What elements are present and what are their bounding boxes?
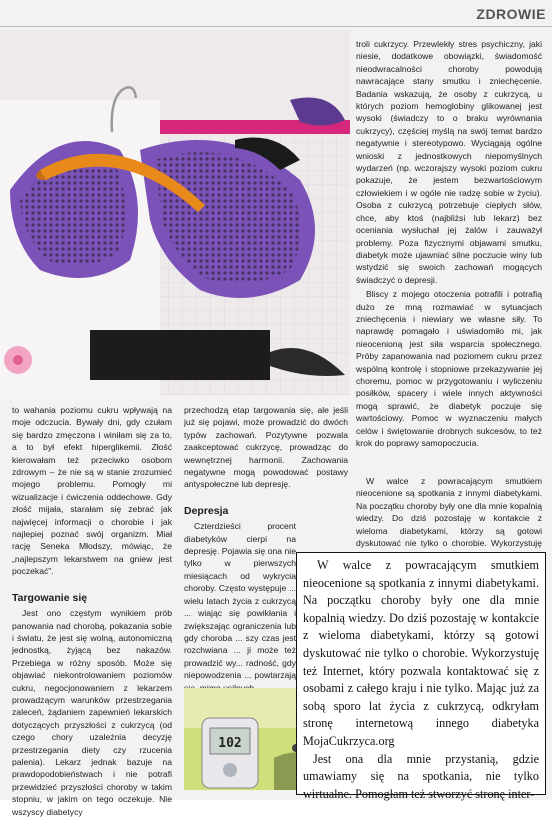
paragraph: W walce z powracającym smutkiem nieocenione są spotkania z innymi diabetykami. Na początku choroby były one dla mnie kopalnią wiedzy. Do dziś pozostaję w kontakcie z wieloma diabetykami, którzy są gotowi dyskutować nie tylko o chorobie. Wykorzystuję: [356, 476, 542, 549]
right-bottom-column: [356, 475, 542, 562]
section-heading: Depresja: [184, 504, 229, 517]
header-divider: [0, 26, 552, 27]
paragraph: Bliscy z mojego otoczenia potrafili i potrafią dużo ze mną rozmawiać w sytuacjach zniechęcenia i niewiary we własne siły. To naprawdę pomagało i uświadomiło mi, jak nieocenioną jest siła wsparcia społecznego. Próby zapanowania nad poziomem cukru przez wspólną kontrolę i stopniowe przekazywanie jej choremu, pomoc w przygotowaniu i wyliczeniu posiłków, spacery i wiele innych aktywności mogą sprawić, że diabetyk poczuje się wartościowy. Pomoc w wyznaczeniu małych celów i świętowanie drobnych sukcesów, to też krok do poprawy samopoczucia.: [356, 289, 542, 448]
illustration-graphic: [0, 30, 350, 395]
hanger-wings-illustration: [0, 30, 350, 395]
section-heading: Targowanie się: [12, 591, 88, 604]
zoom-paragraph: W walce z powracającym smutkiem nieocenione są spotkania z innymi diabetykami. Na początku choroby były one dla mnie kopalnią wiedzy. Do dziś pozostaję w kontakcie z wieloma diabetykami, którzy są gotowi dyskutować nie tylko o chorobie. Wykorzystuję też Internet, który pozwala kontaktować się z osobami z całego kraju i nie tylko. Mając już za sobą sporo lat życia z cukrzycą, odkryłam stronę internetową innego diabetyka MojaCukrzyca.org: [303, 558, 539, 748]
left-column: [12, 404, 172, 818]
paragraph: przechodzą etap targowania się, ale jeśli już się pojawi, może prowadzić do dwóch typów zachowań. Pozytywne pozwala zaakceptować cukrzycę, prowadząc do wewnętrznej harmonii. Zachowania negatywne mogą powodować postawy antyspołeczne lub depresję.: [184, 405, 348, 490]
right-top-column: [356, 38, 542, 449]
paragraph: troli cukrzycy. Przewlekły stres psychiczny, jaki niesie, dodatkowe obowiązki, świadomość nieodwracalności choroby powodują nawracające stany smutku i zniechęcenie. Badania wskazują, że osoby z cukrzycą, u których poziom hemoglobiny glikowanej jest wysoki (świadczy to o braku wyrównania cukrzycy), częściej myślą na swój temat bardzo negatywnie i stereotypowo. Wyciągają ogólne wnioski z jednostkowych niepomyślnych wydarzeń (np. wczorajszy wysoki poziom cukru pokazuje, że jestem bezwartościowym człowiekiem i w ogóle nie radzę sobie w życiu). Osoba z cukrzycą potrzebuje ciepłych słów, chce, aby ktoś (najbliżsi lub lekarz) bez oceniania wysłuchał jej żalów i zauważył problemy. Poza fizycznymi objawami smutku, diabetyk może ujawniać silne poczucie winy lub wstydzić się swoich zachowań mogących świadczyć o depresji.: [356, 39, 542, 285]
meter-reading: 102: [218, 736, 242, 751]
zoomed-text-box: [296, 552, 546, 801]
section-label: ZDROWIE: [476, 6, 546, 22]
zoom-paragraph: Jest ona dla mnie przystanią, gdzie umawiamy się na spotkania, nie tylko wirtualne. Pomogłam też stworzyć stronę inter-: [303, 751, 539, 801]
paragraph: Czterdzieści procent diabetyków cierpi na depresję. Pojawia się ona nie tylko w pierwszych miesiącach od wykrycia choroby. Często występuje ... wielu latach życia z cukrzycą ... wiając się powikłania zwiększając ograniczenia lub gdy choroba ... szy czas jest rozchwiana ... ji może też prowadzić wy... radność, gdy niepowodzenia ... powtarzają: [184, 521, 296, 681]
paragraph: Jest ono częstym wynikiem prób panowania nad chorobą, pokazania sobie i światu, że jest się wolną, autonomiczną jednostką, żyjącą bez nakazów. Przebiega w różny sposób. Może się objawiać niekontrolowaniem poziomów cukru, negocjonowaniem z lekarzem prowadzącym warunków przestrzegania zaleceń, żądaniem zapewnień lekarskich dotyczących przyszłości z cukrzycą (od czego chory uzależnia decyzję przestrzegania diety czy rzucenia palenia). Lekarz jednak bazuje na prawdopodobieństwach i nie potrafi przewidzieć przyszłości choroby w takim stopniu, w jakim on tego oczekuje. Nie wszyscy diabetycy: [12, 608, 172, 817]
paragraph: to wahania poziomu cukru wpływają na moje odczucia. Bywały dni, gdy czułam się bardzo zmęczona i winiłam się za to, a to był efekt hiperglikemii. Złość kierowałam też przeciwko osobom zdrowym – że nie są w stanie zrozumieć mojego problemu. Pomogły mi wizualizacje i ćwiczenia oddechowe. Gdy złość mijała, starałam się zebrać jak najwięcej informacji o chorobie i jak najlepiej poznać swój organizm. Miał rację Seneka Młodszy, mówiąc, że „najlepszym lekarstwem na gniew jest poczekać”.: [12, 405, 172, 577]
